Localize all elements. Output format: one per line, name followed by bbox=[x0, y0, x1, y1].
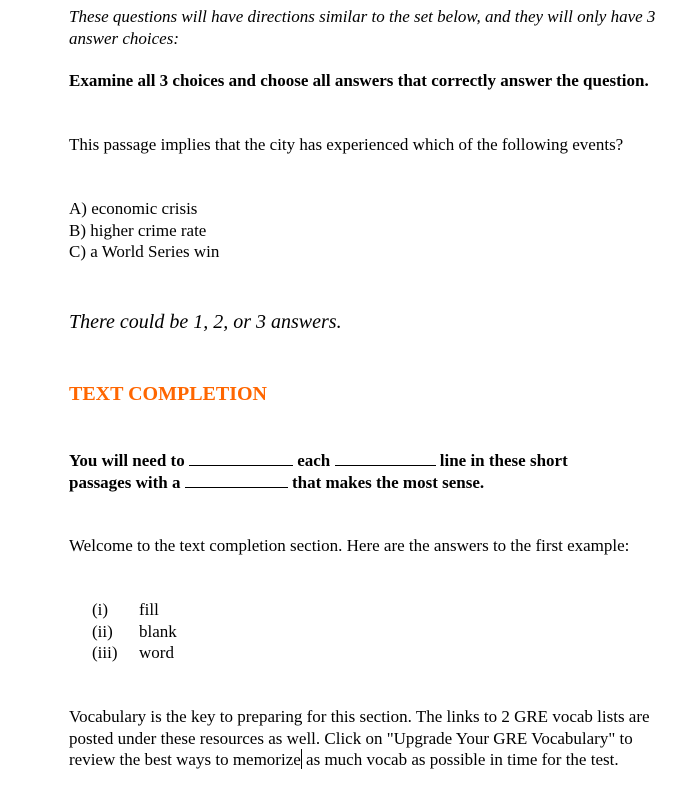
answers-list bbox=[69, 599, 659, 664]
blank-line-3 bbox=[185, 472, 288, 488]
vocab-text-end: as much vocab as possible in time for the test. bbox=[301, 750, 619, 769]
answer-choices-list bbox=[69, 198, 659, 263]
answer-item bbox=[69, 621, 659, 643]
welcome-paragraph: Welcome to the text completion section. Here are the answers to the first example: bbox=[69, 536, 630, 555]
answer-numeral: (iii) bbox=[92, 643, 118, 662]
vocab-text-start: Vocabulary is the key to preparing for this section. The links to 2 GRE vocab lists are posted under these resources as well. Click on "Upgrade Your GRE Vocabulary" to review the best ways to memorize bbox=[69, 707, 650, 769]
answer-word: blank bbox=[139, 621, 177, 641]
completion-part-1: You will need to bbox=[69, 451, 185, 470]
completion-part-2: each bbox=[297, 451, 331, 470]
intro-paragraph: These questions will have directions similar to the set below, and they will only have 3 answer choices: bbox=[69, 7, 656, 48]
answer-item bbox=[69, 642, 659, 664]
choice-a: A) economic crisis bbox=[69, 199, 198, 218]
answer-numeral: (i) bbox=[92, 600, 109, 619]
answer-item bbox=[69, 599, 659, 621]
question-paragraph: This passage implies that the city has experienced which of the following events? bbox=[69, 135, 624, 154]
section-heading: TEXT COMPLETION bbox=[69, 383, 267, 405]
choice-c: C) a World Series win bbox=[69, 242, 220, 261]
answer-numeral: (ii) bbox=[92, 621, 113, 641]
blank-line-2 bbox=[335, 450, 436, 466]
vocab-paragraph[interactable] bbox=[69, 706, 654, 771]
directions-paragraph: Examine all 3 choices and choose all answers that correctly answer the question. bbox=[69, 71, 649, 90]
completion-directions bbox=[69, 450, 629, 493]
choice-b: B) higher crime rate bbox=[69, 220, 207, 240]
blank-line-1 bbox=[189, 450, 293, 466]
answer-word: fill bbox=[139, 600, 159, 619]
completion-part-3: line in these short passages with a bbox=[69, 451, 568, 492]
note-paragraph: There could be 1, 2, or 3 answers. bbox=[69, 311, 342, 333]
answer-word: word bbox=[139, 643, 174, 662]
completion-part-4: that makes the most sense. bbox=[291, 472, 485, 492]
